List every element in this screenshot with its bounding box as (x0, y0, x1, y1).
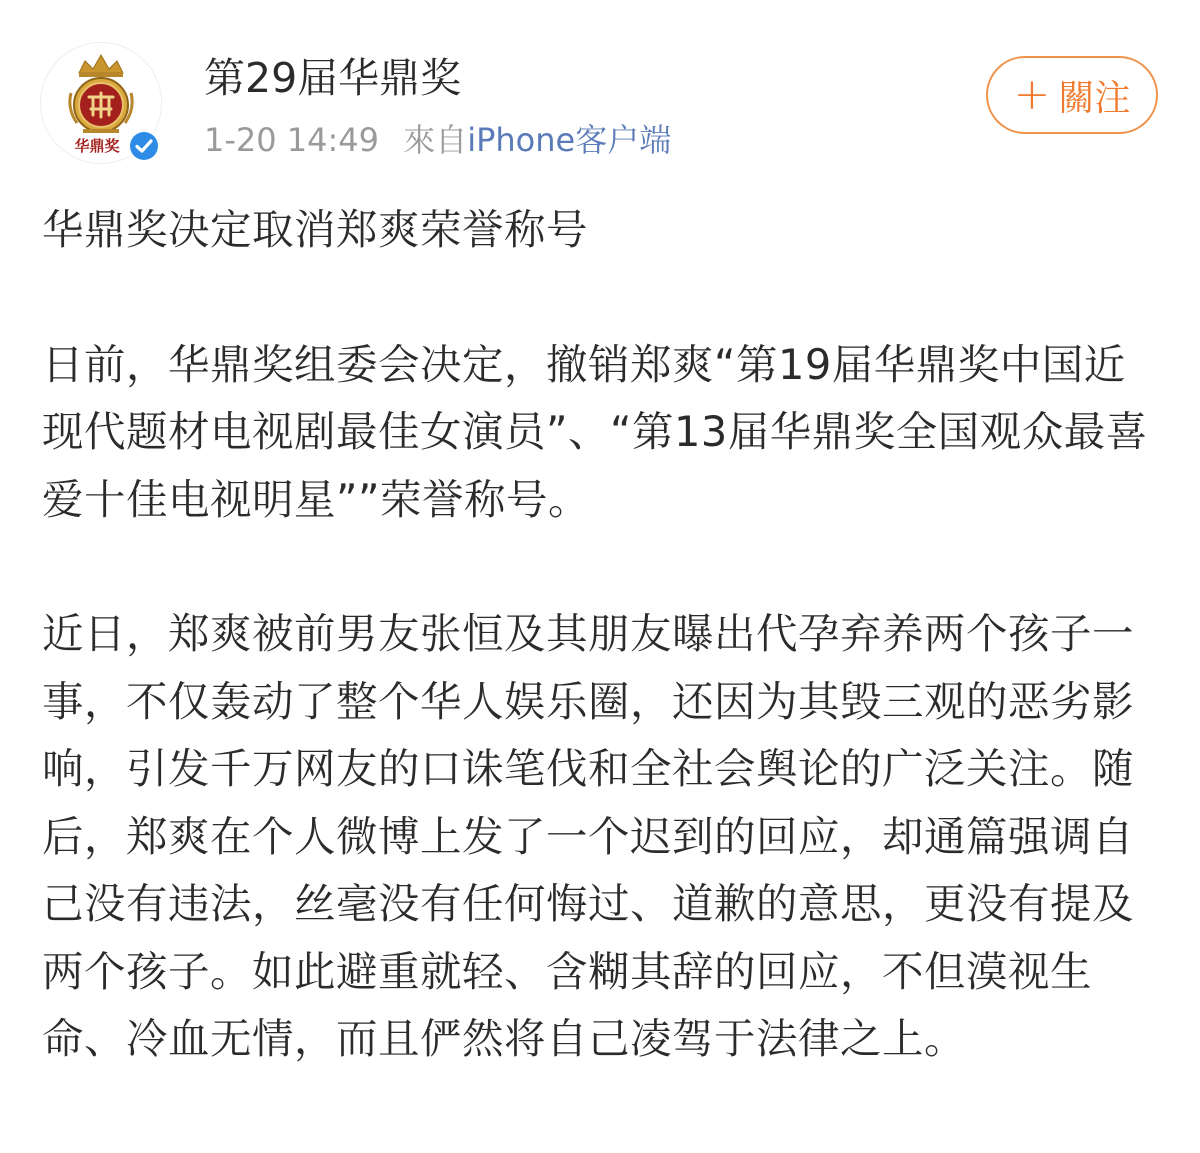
post-body (42, 196, 1162, 1073)
verified-badge-icon (126, 128, 162, 164)
post-title: 华鼎奖决定取消郑爽荣誉称号 (42, 205, 589, 254)
source-link[interactable]: iPhone客户端 (467, 121, 672, 159)
post-paragraph-1: 日前，华鼎奖组委会决定，撤销郑爽“第19届华鼎奖中国近现代题材电视剧最佳女演员”、“第13届华鼎奖全国观众最喜爱十佳电视明星””荣誉称号。 (42, 339, 1148, 524)
timestamp: 1-20 14:49 (204, 121, 380, 159)
follow-label: 關注 (1058, 77, 1131, 119)
svg-text:华鼎奖: 华鼎奖 (74, 137, 120, 155)
username[interactable]: 第29届华鼎奖 (204, 54, 462, 102)
post-header (0, 0, 1200, 190)
post-meta (204, 118, 671, 162)
post-paragraph-2: 近日，郑爽被前男友张恒及其朋友曝出代孕弃养两个孩子一事，不仅轰动了整个华人娱乐圈，还因为其毁三观的恶劣影响，引发千万网友的口诛笔伐和全社会舆论的广泛关注。随后，郑爽在个人微博上发了一个迟到的回应，却通篇强调自己没有违法，丝毫没有任何悔过、道歉的意思，更没有提及两个孩子。如此避重就轻、含糊其辞的回应，不但漠视生命、冷血无情，而且俨然将自己凌驾于法律之上。 (42, 609, 1135, 1063)
source-prefix: 來自 (403, 121, 468, 159)
plus-icon: + (1013, 69, 1051, 120)
follow-button[interactable] (986, 56, 1158, 134)
